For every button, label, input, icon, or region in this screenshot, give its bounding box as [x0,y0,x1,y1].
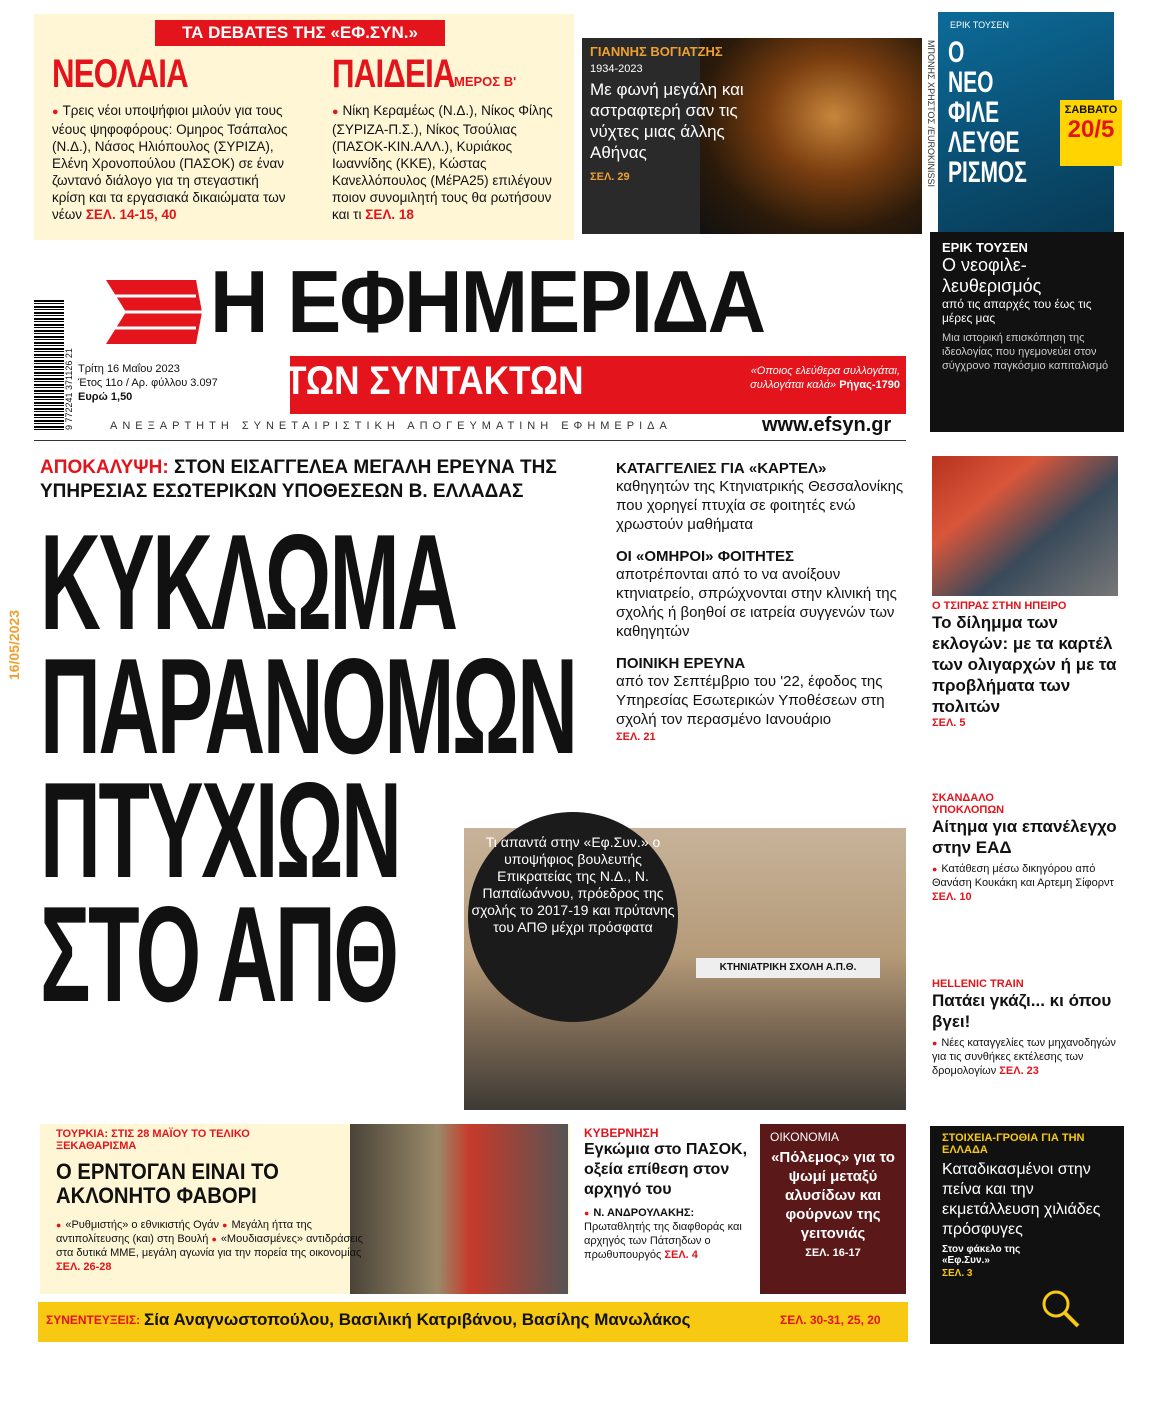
debates-right-part: ΜΕΡΟΣ Β' [454,74,517,89]
debates-right-title: ΠΑΙΔΕΙΑ [332,52,455,96]
right-story-body [932,862,1122,904]
refugees-text: Καταδικασμένοι στην πείνα και την εκμετάλλευση χιλιάδες πρόσφυγες [942,1161,1101,1238]
right-story-kicker: Ο ΤΣΙΠΡΑΣ ΣΤΗΝ ΗΠΕΙΡΟ [932,600,1067,612]
issue-date: Τρίτη 16 Μαΐου 2023 [78,363,180,375]
issue-price: Ευρώ 1,50 [78,391,133,403]
government-title: Εγκώμια στο ΠΑΣΟΚ, οξεία επίθεση στον αρχηγό του [584,1141,748,1198]
barcode-number: 9 772241 371126 21 [64,348,74,430]
book-cover-title: Ο ΝΕΟ ΦΙΛΕ ΛΕΥΘΕ ΡΙΣΜΟΣ [948,36,1027,189]
refugees-folder: Στον φάκελο της «Εφ.Συν.» [942,1244,1021,1266]
right-story-title: Αίτημα για επανέλεγχο στην ΕΑΔ [932,817,1117,857]
barcode [34,300,64,430]
lead-kicker [40,456,600,504]
lead-point-text: καθηγητών της Κτηνιατρικής Θεσσαλονίκης που χορηγεί πτυχία σε φοιτητές ενώ χρωστούν μαθήματα [616,478,904,533]
lead-points [616,460,906,743]
interviews-label: ΣΥΝΕΝΤΕΥΞΕΙΣ: [46,1313,141,1327]
book-title: Ο νεοφιλε-λευθερισμός [942,255,1042,296]
lead-kicker-label: ΑΠΟΚΑΛΥΨΗ: [40,457,169,478]
obituary-photo-credit: ΜΠΟΝΗΣ ΧΡΗΣΤΟΣ /EUROKINISSI [926,40,936,188]
right-story-pages: ΣΕΛ. 23 [999,1065,1039,1077]
right-story-pages: ΣΕΛ. 10 [932,891,972,903]
obituary-years: 1934-2023 [590,63,643,75]
book-author: ΕΡΙΚ ΤΟΥΣΕΝ [942,240,1028,255]
lead-headline-line1: ΚΥΚΛΩΜΑ [40,506,456,658]
debates-right-text [332,102,568,223]
masthead-subtitle: ΤΩΝ ΣΥΝΤΑΚΤΩΝ [285,359,584,403]
masthead-divider [34,440,906,441]
masthead-tagline: ΑΝΕΞΑΡΤΗΤΗ ΣΥΝΕΤΑΙΡΙΣΤΙΚΗ ΑΠΟΓΕΥΜΑΤΙΝΗ ΕΦΗΜΕΡΙΔΑ [110,420,672,432]
masthead-title: Η ΕΦΗΜΕΡΙΔΑ [210,252,765,351]
right-story-kicker: ΣΚΑΝΔΑΛΟ ΥΠΟΚΛΟΠΩΝ [932,792,1005,816]
right-story-text: ● Νέες καταγγελίες των μηχανοδηγών για τις συνθήκες εκτέλεσης των δρομολογίων [932,1037,1116,1077]
debates-left-pages: ΣΕΛ. 14-15, 40 [85,207,177,222]
turkey-text-3: ● «Μουδιασμένες» αντιδράσεις στα δυτικά ΜΜΕ, μεγάλη αγωνία για την πορεία της οικονομίας [56,1233,363,1259]
response-bubble: Τι απαντά στην «Εφ.Συν.» ο υποψήφιος βουλευτής Επικρατείας της Ν.Δ., Ν. Παπαϊωάννου, πρόεδρος της σχολής το 2017-19 και πρύτανης του ΑΠΘ μέχρι πρόσφατα [468,812,678,1022]
lead-point-head: ΠΟΙΝΙΚΗ ΕΡΕΥΝΑ [616,655,746,672]
turkey-text [56,1218,366,1274]
masthead-info [78,362,218,404]
interviews-names: Σία Αναγνωστοπούλου, Βασιλική Κατριβάνου, Βασίλης Μανωλάκος [144,1310,691,1329]
turkey-kicker: ΤΟΥΡΚΙΑ: ΣΤΙΣ 28 ΜΑΪΟΥ ΤΟ ΤΕΛΙΚΟ ΞΕΚΑΘΑΡΙΣΜΑ [56,1128,250,1152]
obituary-name: ΓΙΑΝΝΗΣ ΒΟΓΙΑΤΖΗΣ [590,44,723,59]
economy-title: «Πόλεμος» για το ψωμί μεταξύ αλυσίδων και φούρνων της γειτονιάς [771,1149,895,1242]
lead-point-text: αποτρέπονται από το να ανοίξουν κτηνιατρείο, σπρώχνονται στην κλινική της σχολής ή βοηθοί σε ιατρεία συγγενών των καθηγητών [616,566,897,640]
right-story-2 [932,792,1122,904]
lead-pages: ΣΕΛ. 21 [616,731,656,743]
turkey-pages: ΣΕΛ. 26-28 [56,1261,112,1273]
obituary-pages: ΣΕΛ. 29 [590,171,630,183]
government-body [584,1206,754,1262]
turkey-title: Ο ΕΡΝΤΟΓΑΝ ΕΙΝΑΙ ΤΟ ΑΚΛΟΝΗΤΟ ΦΑΒΟΡΙ [56,1159,279,1208]
right-story-3 [932,978,1122,1078]
debates-left-text [52,102,288,223]
book-promo [930,232,1124,432]
book-subtitle: από τις απαρχές του έως τις μέρες μας [942,297,1092,325]
lead-point [616,655,906,729]
government-text: Πρωταθλητής της διαφθοράς και αρχηγός των Πάτσηδων ο πρωθυπουργός [584,1221,742,1261]
lead-headline-line4: ΣΤΟ ΑΠΘ [40,878,397,1030]
right-story-title: Το δίλημμα των εκλογών: με τα καρτέλ των ολιγαρχών ή με τα προβλήματα των πολιτών [932,613,1117,716]
masthead-quote-text: «Οποιος ελεύθερα συλλογάται, συλλογάται καλά» [750,365,900,391]
debates-right-pages: ΣΕΛ. 18 [365,207,414,222]
refugees-pages: ΣΕΛ. 3 [942,1268,973,1279]
book-date: 20/5 [1067,116,1115,143]
government-story [584,1126,754,1262]
book-date-badge [1060,100,1122,166]
pen-logo-icon [106,270,202,354]
obituary-headline: Με φωνή μεγάλη και αστραφτερή σαν τις νύχτες μιας άλλης Αθήνας [590,80,744,162]
right-story-pages: ΣΕΛ. 5 [932,717,966,729]
debates-left-title: ΝΕΟΛΑΙΑ [52,52,188,96]
government-pages: ΣΕΛ. 4 [664,1249,698,1261]
interviews-pages: ΣΕΛ. 30-31, 25, 20 [780,1313,881,1327]
right-story-title: Πατάει γκάζι... κι όπου βγει! [932,991,1112,1031]
refugees-box [930,1126,1124,1344]
erdogan-photo [350,1124,568,1294]
turkey-text-2: ● Μεγάλη ήττα της αντιπολίτευσης (και) στη Βουλή [56,1219,312,1245]
debates-left-body: ● Τρεις νέοι υποψήφιοι μιλούν για τους νέους ψηφοφόρους: Ομηρος Τσάπαλος (Ν.Δ.), Νάσος Ηλιόπουλος (ΣΥΡΙΖΑ), Ελένη Χρονοπούλου (ΠΑΣΟΚ) σε έναν ζωντανό διάλογο για τη στεγαστική κρίση και τα εργασιακά δικαιώματα των νέων [52,103,288,222]
right-story-1 [932,600,1122,729]
book-description: Μια ιστορική επισκόπηση της ιδεολογίας που ηγεμονεύει στον σύγχρονο παγκόσμιο καπιταλισμό [942,332,1109,372]
economy-box [760,1124,906,1294]
refugees-kicker: ΣΤΟΙΧΕΙΑ-ΓΡΟΘΙΑ ΓΙΑ ΤΗΝ ΕΛΛΑΔΑ [942,1132,1085,1156]
edge-date: 16/05/2023 [6,610,22,681]
lead-kicker-text: ΣΤΟΝ ΕΙΣΑΓΓΕΛΕΑ ΜΕΓΑΛΗ ΕΡΕΥΝΑ ΤΗΣ ΥΠΗΡΕΣΙΑΣ ΕΣΩΤΕΡΙΚΩΝ ΥΠΟΘΕΣΕΩΝ Β. ΕΛΛΑΔΑΣ [40,457,557,502]
debates-right-body: ● Νίκη Κεραμέως (Ν.Δ.), Νίκος Φίλης (ΣΥΡΙΖΑ-Π.Σ.), Νίκος Τσούλιας (ΠΑΣΟΚ-ΚΙΝ.ΑΛΛ.), Κυριάκος Ιωαννίδης (ΚΚΕ), Κώστας Κανελλόπουλος (ΜέΡΑ25) επιλέγουν ποιον συνομιλητή τους θα ρωτήσουν και τι [332,103,553,222]
lead-point-head: ΚΑΤΑΓΓΕΛΙΕΣ ΓΙΑ «ΚΑΡΤΕΛ» [616,460,827,477]
government-sub-head: ● Ν. ΑΝΔΡΟΥΛΑΚΗΣ: [584,1207,694,1219]
lead-point [616,548,906,641]
debates-tag: ΤΑ DEBATES ΤΗΣ «ΕΦ.ΣΥΝ.» [155,20,445,46]
economy-kicker: ΟΙΚΟΝΟΜΙΑ [770,1130,839,1144]
book-cover-author: ΕΡΙΚ ΤΟΥΣΕΝ [950,20,1009,30]
issue-number: Έτος 11ο / Αρ. φύλλου 3.097 [78,377,218,389]
lead-point-text: από τον Σεπτέμβριο του '22, έφοδος της Υπηρεσίας Εσωτερικών Υποθέσεων στη σχολή τον περασμένο Ιανουάριο [616,673,885,728]
lead-headline-line3: ΠΤΥΧΙΩΝ [40,754,400,906]
lead-point [616,460,906,534]
turkey-text-1: ● «Ρυθμιστής» ο εθνικιστής Ογάν [56,1219,219,1231]
website-url[interactable]: www.efsyn.gr [762,414,892,436]
lead-point-head: ΟΙ «ΟΜΗΡΟΙ» ΦΟΙΤΗΤΕΣ [616,548,795,565]
right-story-text: ● Κατάθεση μέσω δικηγόρου από Θανάση Κουκάκη και Αρτεμη Σίφορντ [932,863,1114,889]
interviews-bar [38,1302,908,1342]
obituary-text-block [590,44,750,183]
lead-headline-line2: ΠΑΡΑΝΟΜΩΝ [40,630,576,782]
right-story-body [932,1036,1122,1078]
masthead-quote-author: Ρήγας-1790 [839,379,900,391]
economy-pages: ΣΕΛ. 16-17 [805,1247,861,1259]
right-story-kicker: HELLENIC TRAIN [932,978,1024,990]
magnifier-icon [1038,1286,1082,1330]
government-kicker: ΚΥΒΕΡΝΗΣΗ [584,1126,659,1140]
tsipras-photo [932,456,1118,596]
building-sign: ΚΤΗΝΙΑΤΡΙΚΗ ΣΧΟΛΗ Α.Π.Θ. [696,958,880,978]
masthead-quote [730,364,900,392]
book-day: ΣΑΒΒΑΤΟ [1064,104,1118,116]
